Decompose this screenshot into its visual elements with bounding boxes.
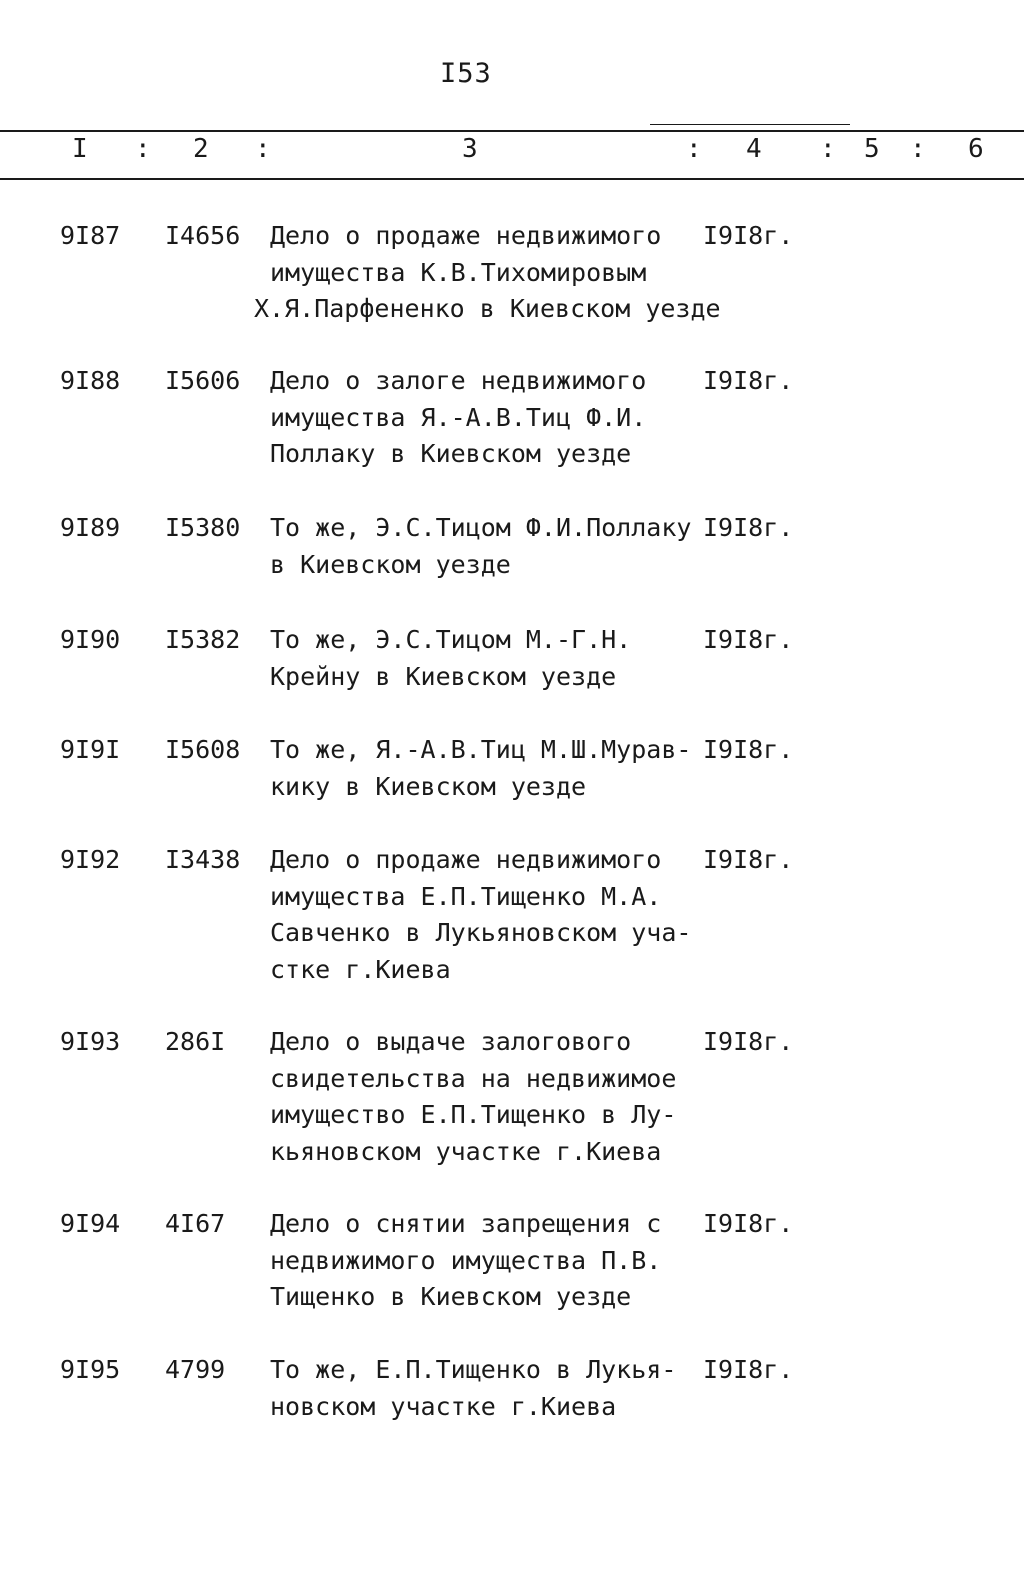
entry-number: 9I88 (60, 366, 121, 395)
description-line: имущества Е.П.Тищенко М.А. (270, 881, 662, 911)
entry-year: I9I8г. (703, 366, 794, 395)
description-line: Тищенко в Киевском уезде (270, 1282, 632, 1311)
entry-code: I5382 (165, 625, 241, 654)
entry-code: 286I (165, 1027, 226, 1056)
column-header-2: 2 (193, 134, 209, 164)
column-separator: : (910, 134, 926, 164)
column-separator: : (686, 134, 702, 164)
entry-9194 (0, 1206, 1024, 1352)
description-line: Дело о продаже недвижимого (270, 221, 662, 250)
entry-description (270, 510, 710, 583)
entry-description (270, 732, 710, 805)
description-line: Крейну в Киевском уезде (270, 661, 617, 691)
entry-code: 4799 (165, 1355, 226, 1384)
entry-description (270, 1206, 710, 1316)
entry-number: 9I9I (60, 735, 121, 764)
description-line: недвижимого имущества П.В. (270, 1245, 662, 1275)
entry-code: I3438 (165, 845, 241, 874)
entries-list (0, 218, 1024, 1432)
entry-description (254, 218, 721, 328)
entry-number: 9I95 (60, 1355, 121, 1384)
entry-year: I9I8г. (703, 1027, 794, 1056)
column-header-6: 6 (968, 134, 984, 164)
description-line: Савченко в Лукьяновском уча- (270, 918, 692, 947)
entry-number: 9I94 (60, 1209, 121, 1238)
description-line: То же, Э.С.Тицом Ф.И.Поллаку (270, 513, 692, 542)
description-line: То же, Я.-А.В.Тиц М.Ш.Мурав- (270, 735, 692, 764)
entry-9187 (0, 218, 1024, 363)
column-header-4: 4 (746, 134, 762, 164)
entry-9192 (0, 842, 1024, 1024)
description-line: в Киевском уезде (270, 549, 511, 579)
entry-year: I9I8г. (703, 513, 794, 542)
description-line: То же, Е.П.Тищенко в Лукья- (270, 1355, 677, 1384)
description-line: кику в Киевском уезде (270, 771, 587, 801)
description-line: Поллаку в Киевском уезде (270, 439, 632, 468)
entry-code: I5608 (165, 735, 241, 764)
entry-9193 (0, 1024, 1024, 1206)
description-line: имущества К.В.Тихомировым (270, 257, 647, 287)
entry-code: I5380 (165, 513, 241, 542)
header-rule-bottom (0, 178, 1024, 180)
entry-9190 (0, 622, 1024, 732)
entry-code: I5606 (165, 366, 241, 395)
description-line: Дело о выдаче залогового (270, 1027, 632, 1056)
description-line: новском участке г.Киева (270, 1391, 617, 1421)
entry-number: 9I92 (60, 845, 121, 874)
column-header-row (0, 134, 1024, 174)
entry-code: I4656 (165, 221, 241, 250)
entry-number: 9I87 (60, 221, 121, 250)
column-header-1: I (72, 134, 88, 164)
description-line: Дело о продаже недвижимого (270, 845, 662, 874)
entry-number: 9I90 (60, 625, 121, 654)
entry-description (270, 1024, 710, 1170)
entry-description (270, 363, 710, 473)
column-separator: : (135, 134, 151, 164)
entry-description (270, 622, 710, 695)
column-separator: : (820, 134, 836, 164)
entry-number: 9I93 (60, 1027, 121, 1056)
entry-9189 (0, 510, 1024, 622)
column-separator: : (255, 134, 271, 164)
page-number: I53 (440, 58, 492, 89)
entry-year: I9I8г. (703, 1209, 794, 1238)
column-header-5: 5 (864, 134, 880, 164)
description-line: То же, Э.С.Тицом М.-Г.Н. (270, 625, 632, 654)
entry-year: I9I8г. (703, 221, 794, 250)
entry-number: 9I89 (60, 513, 121, 542)
entry-9188 (0, 363, 1024, 510)
header-rule-top (0, 130, 1024, 132)
description-line: стке г.Киева (270, 954, 451, 984)
entry-9195 (0, 1352, 1024, 1432)
entry-description (270, 842, 710, 988)
entry-year: I9I8г. (703, 735, 794, 764)
description-line: кьяновском участке г.Киева (270, 1136, 662, 1166)
entry-code: 4I67 (165, 1209, 226, 1238)
description-line: Дело о залоге недвижимого (270, 366, 647, 395)
description-line: Х.Я.Парфененко в Киевском уезде (254, 294, 721, 323)
entry-description (270, 1352, 710, 1425)
column-header-3: 3 (462, 134, 478, 164)
header-rule-upper (650, 124, 850, 125)
description-line: имущество Е.П.Тищенко в Лу- (270, 1100, 677, 1129)
description-line: Дело о снятии запрещения с (270, 1209, 662, 1238)
entry-year: I9I8г. (703, 845, 794, 874)
entry-9191 (0, 732, 1024, 842)
description-line: имущества Я.-А.В.Тиц Ф.И. (270, 402, 647, 432)
description-line: свидетельства на недвижимое (270, 1063, 677, 1093)
entry-year: I9I8г. (703, 1355, 794, 1384)
entry-year: I9I8г. (703, 625, 794, 654)
